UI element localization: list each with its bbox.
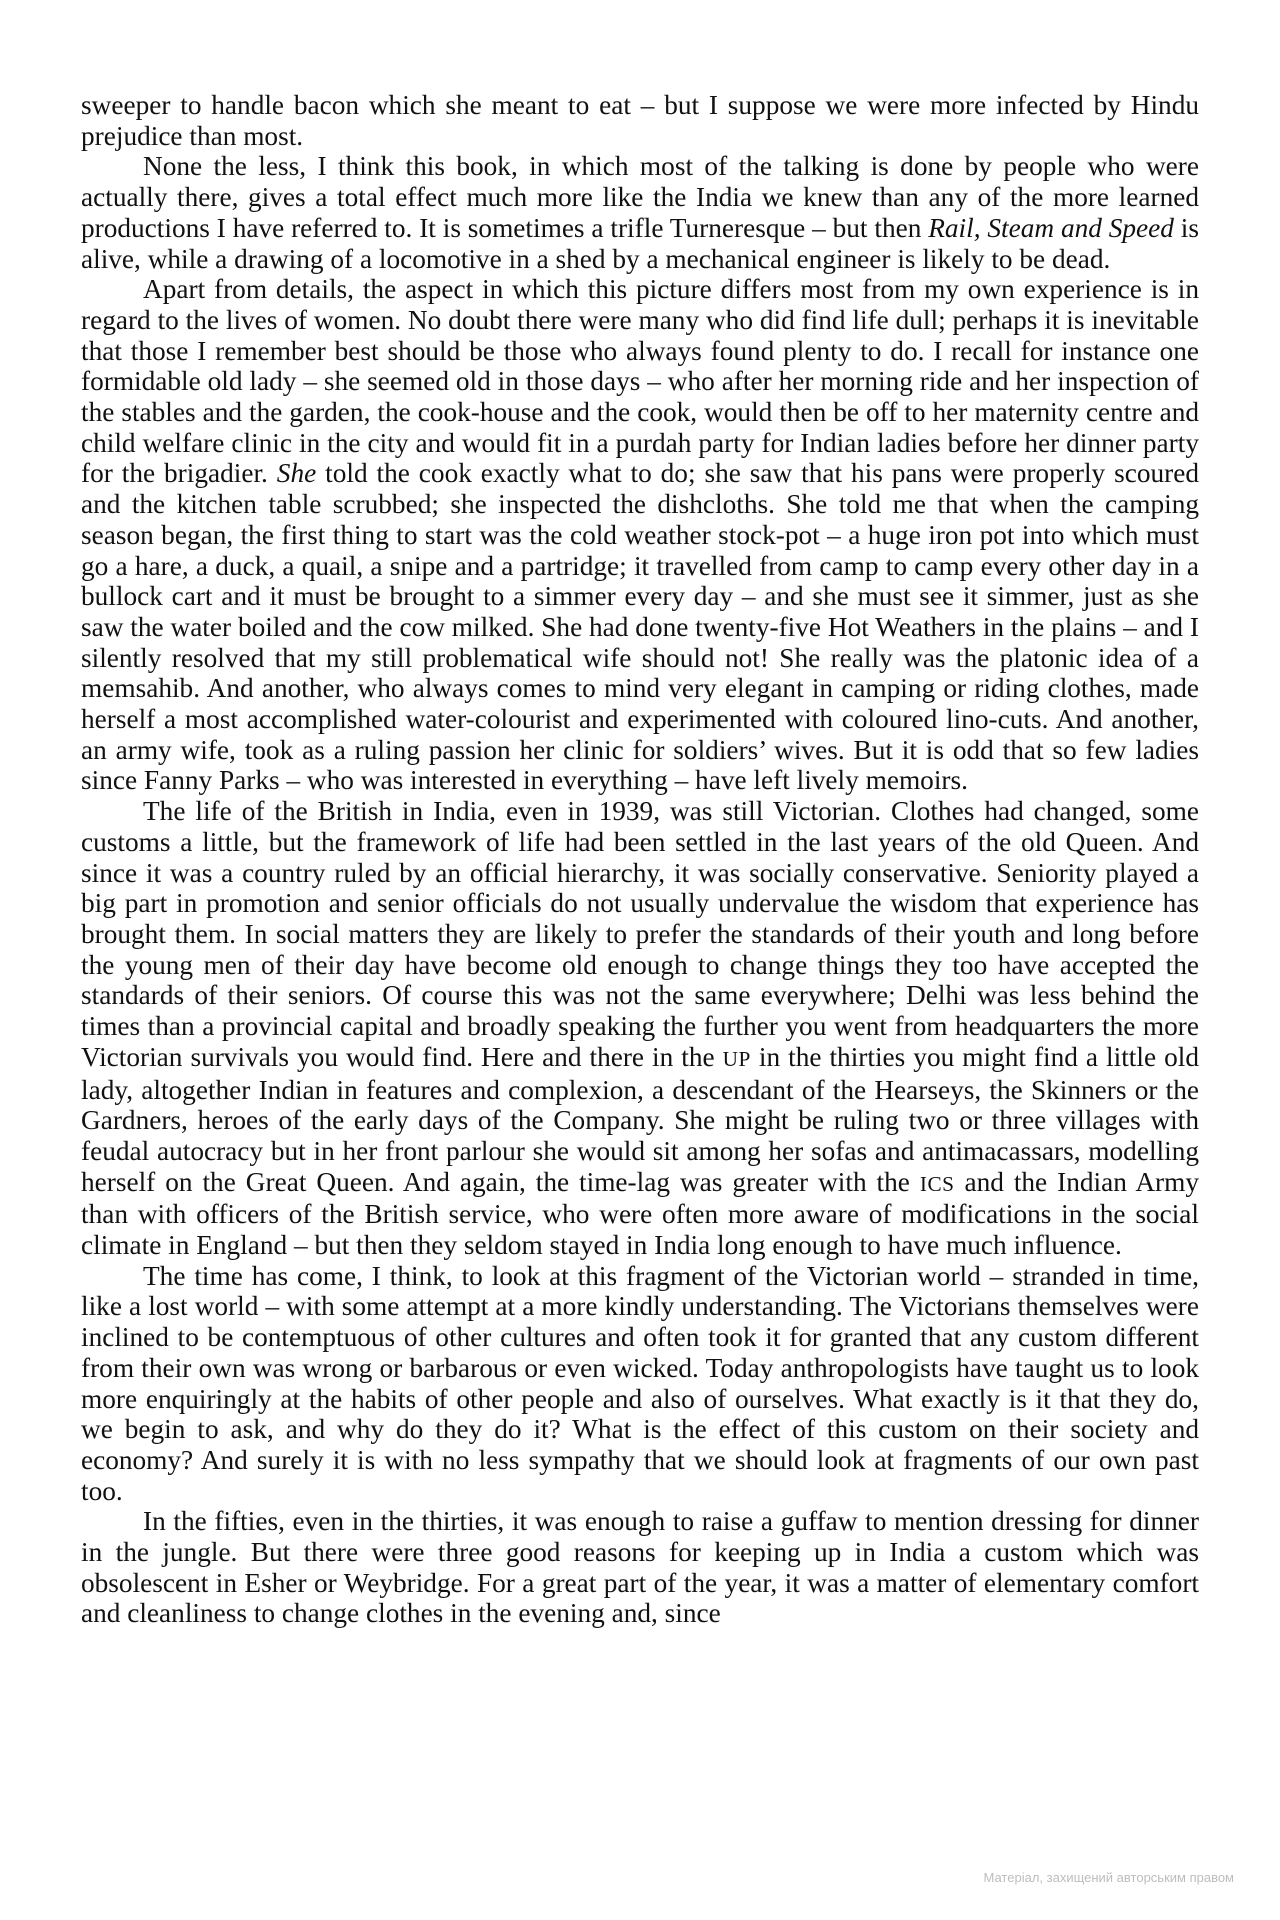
body-text: is alive, while a drawing of a locomotive in a shed by a mechanical engineer is likely to be dead. <box>81 212 1200 274</box>
copyright-watermark: Матеріал, захищений авторським правом <box>983 1870 1234 1885</box>
body-text: in the thirties you might find a little old lady, altogether Indian in features and complexion, a descendant of the Hearseys, the Skinners or the Gardners, heroes of the early days of the Company. She might be ruling two or three villages with feudal autocracy but in her front parlour she would sit among her sofas and antimacassars, modelling herself on the Great Queen. And again, the time-lag was greater with the <box>81 1041 1199 1197</box>
paragraph <box>81 151 1199 274</box>
body-text: sweeper to handle bacon which she meant to eat – but I suppose we were more infected by Hindu prejudice than most. <box>81 90 1199 151</box>
small-caps-text: ICS <box>919 1171 955 1196</box>
body-text: The time has come, I think, to look at this fragment of the Victorian world – stranded in time, like a lost world – with some attempt at a more kindly understanding. The Victorians themselves were inclined to be contemptuous of other cultures and often took it for granted that any custom different from their own was wrong or barbarous or even wicked. Today anthropologists have taught us to look more enquiringly at the habits of other people and also of ourselves. What exactly is it that they do, we begin to ask, and why do they do it? What is the effect of this custom on their society and economy? And surely it is with no less sympathy that we should look at fragments of our own past too. <box>81 1260 1199 1506</box>
document-body <box>81 90 1199 1629</box>
body-text: told the cook exactly what to do; she saw that his pans were properly scoured and the kitchen table scrubbed; she inspected the dishcloths. She told me that when the camping season began, the first thing to start was the cold weather stock-pot – a huge iron pot into which must go a hare, a duck, a quail, a snipe and a partridge; it travelled from camp to camp every other day in a bullock cart and it must be brought to a simmer every day – and she must see it simmer, just as she saw the water boiled and the cow milked. She had done twenty-five Hot Weathers in the plains – and I silently resolved that my still problematical wife should not! She really was the platonic idea of a memsahib. And another, who always comes to mind very elegant in camping or riding clothes, made herself a most accomplished water-colourist and experimented with coloured lino-cuts. And another, an army wife, took as a ruling passion her clinic for soldiers’ wives. But it is odd that so few ladies since Fanny Parks – who was interested in everything – have left lively memoirs. <box>81 458 1199 796</box>
small-caps-text: UP <box>722 1046 751 1071</box>
paragraph <box>81 1506 1199 1629</box>
body-text: None the less, I think this book, in which most of the talking is done by people who were actually there, gives a total effect much more like the India we knew than any of the more learned productions I have referred to. It is sometimes a trifle Turneresque – but then <box>81 151 1199 243</box>
italic-text: She <box>276 458 317 489</box>
body-text: In the fifties, even in the thirties, it was enough to raise a guffaw to mention dressing for dinner in the jungle. But there were three good reasons for keeping up in India a custom which was obsolescent in Esher or Weybridge. For a great part of the year, it was a matter of elementary comfort and cleanliness to change clothes in the evening and, since <box>81 1506 1199 1629</box>
paragraph <box>81 274 1199 796</box>
body-text: The life of the British in India, even in 1939, was still Victorian. Clothes had changed, some customs a little, but the framework of life had been settled in the last years of the old Queen. And since it was a country ruled by an official hierarchy, it was socially conservative. Seniority played a big part in promotion and senior officials do not usually undervalue the wisdom that experience has brought them. In social matters they are likely to prefer the standards of their youth and long before the young men of their day have become old enough to change things they too have accepted the standards of their seniors. Of course this was not the same everywhere; Delhi was less behind the times than a provincial capital and broadly speaking the further you went from headquarters the more Victorian survivals you would find. Here and there in the <box>81 796 1199 1072</box>
body-text: Apart from details, the aspect in which this picture differs most from my own experience is in regard to the lives of women. No doubt there were many who did find life dull; perhaps it is inevitable that those I remember best should be those who always found plenty to do. I recall for instance one formidable old lady – she seemed old in those days – who after her morning ride and her inspection of the stables and the garden, the cook-house and the cook, would then be off to her maternity centre and child welfare clinic in the city and would fit in a purdah party for Indian ladies before her dinner party for the brigadier. <box>81 274 1199 489</box>
italic-text: Rail, Steam and Speed <box>928 212 1174 243</box>
paragraph <box>81 796 1199 1261</box>
paragraph <box>81 90 1199 151</box>
paragraph <box>81 1261 1199 1507</box>
body-text: and the Indian Army than with officers of the British service, who were often more aware of modifications in the social climate in England – but then they seldom stayed in India long enough to have much influence. <box>81 1166 1199 1261</box>
